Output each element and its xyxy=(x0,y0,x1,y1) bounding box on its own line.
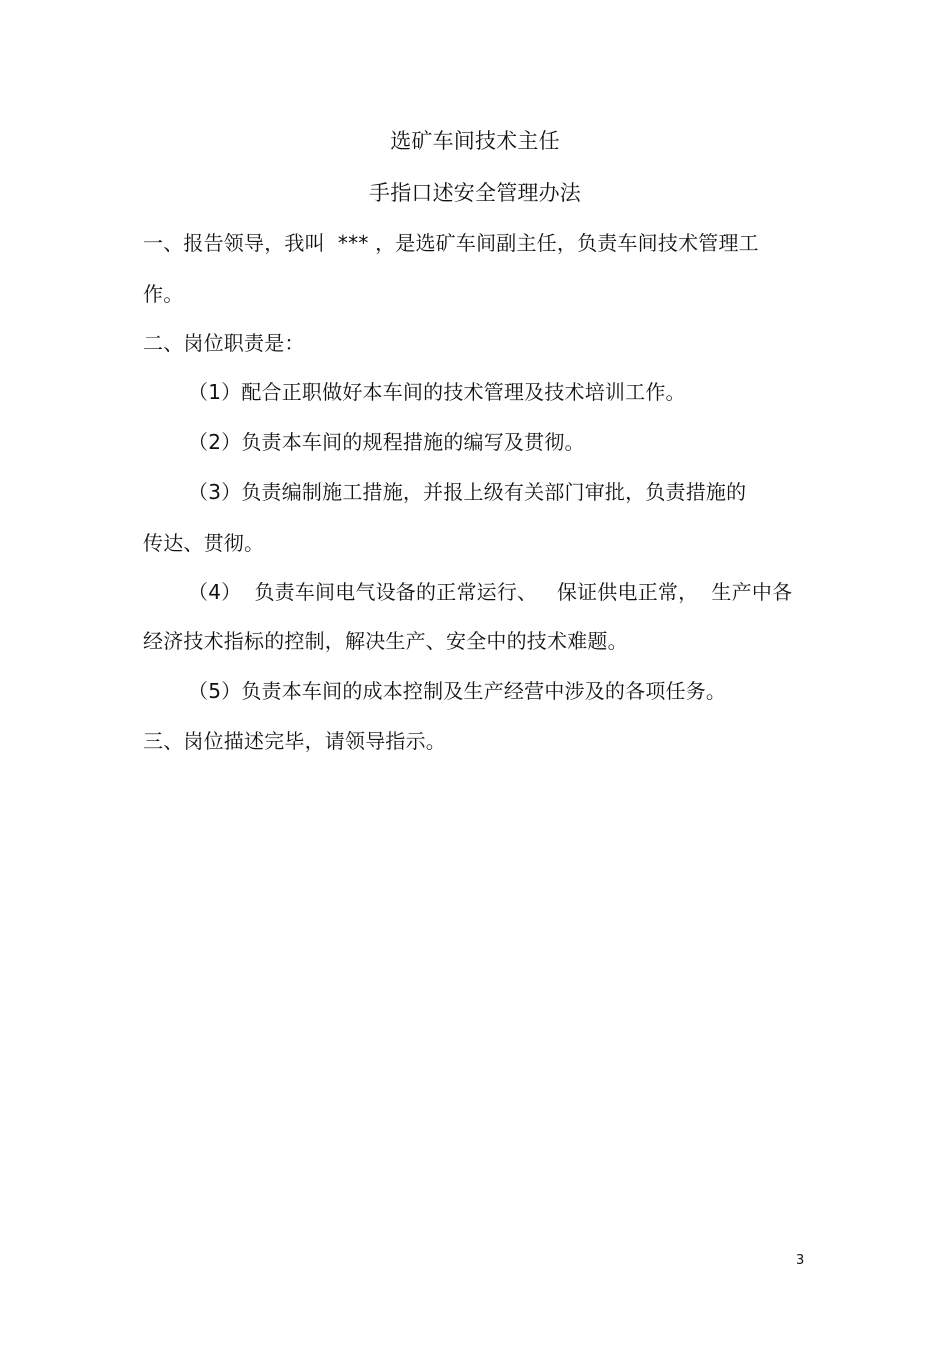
page-number: 3 xyxy=(796,1253,805,1268)
list-item: （1）配合正职做好本车间的技术管理及技术培训工作。 xyxy=(188,380,686,404)
list-item: （2）负责本车间的规程措施的编写及贯彻。 xyxy=(188,430,585,454)
document-title-line-1: 选矿车间技术主任 xyxy=(390,129,560,153)
list-item-continuation: 传达、贯彻。 xyxy=(143,531,265,555)
document-title-line-2: 手指口述安全管理办法 xyxy=(369,181,581,205)
list-item-continuation: 经济技术指标的控制，解决生产、安全中的技术难题。 xyxy=(143,629,628,653)
list-item: （4） 负责车间电气设备的正常运行、 保证供电正常， 生产中各 xyxy=(188,580,793,604)
section-heading: 三、岗位描述完毕，请领导指示。 xyxy=(143,729,446,753)
paragraph-line: 作。 xyxy=(143,282,184,306)
section-heading: 二、岗位职责是： xyxy=(143,331,305,355)
list-item: （3）负责编制施工措施，并报上级有关部门审批，负责措施的 xyxy=(188,480,747,504)
list-item: （5）负责本车间的成本控制及生产经营中涉及的各项任务。 xyxy=(188,679,727,703)
paragraph-line: 一、报告领导，我叫 *** ，是选矿车间副主任，负责车间技术管理工 xyxy=(143,231,759,255)
